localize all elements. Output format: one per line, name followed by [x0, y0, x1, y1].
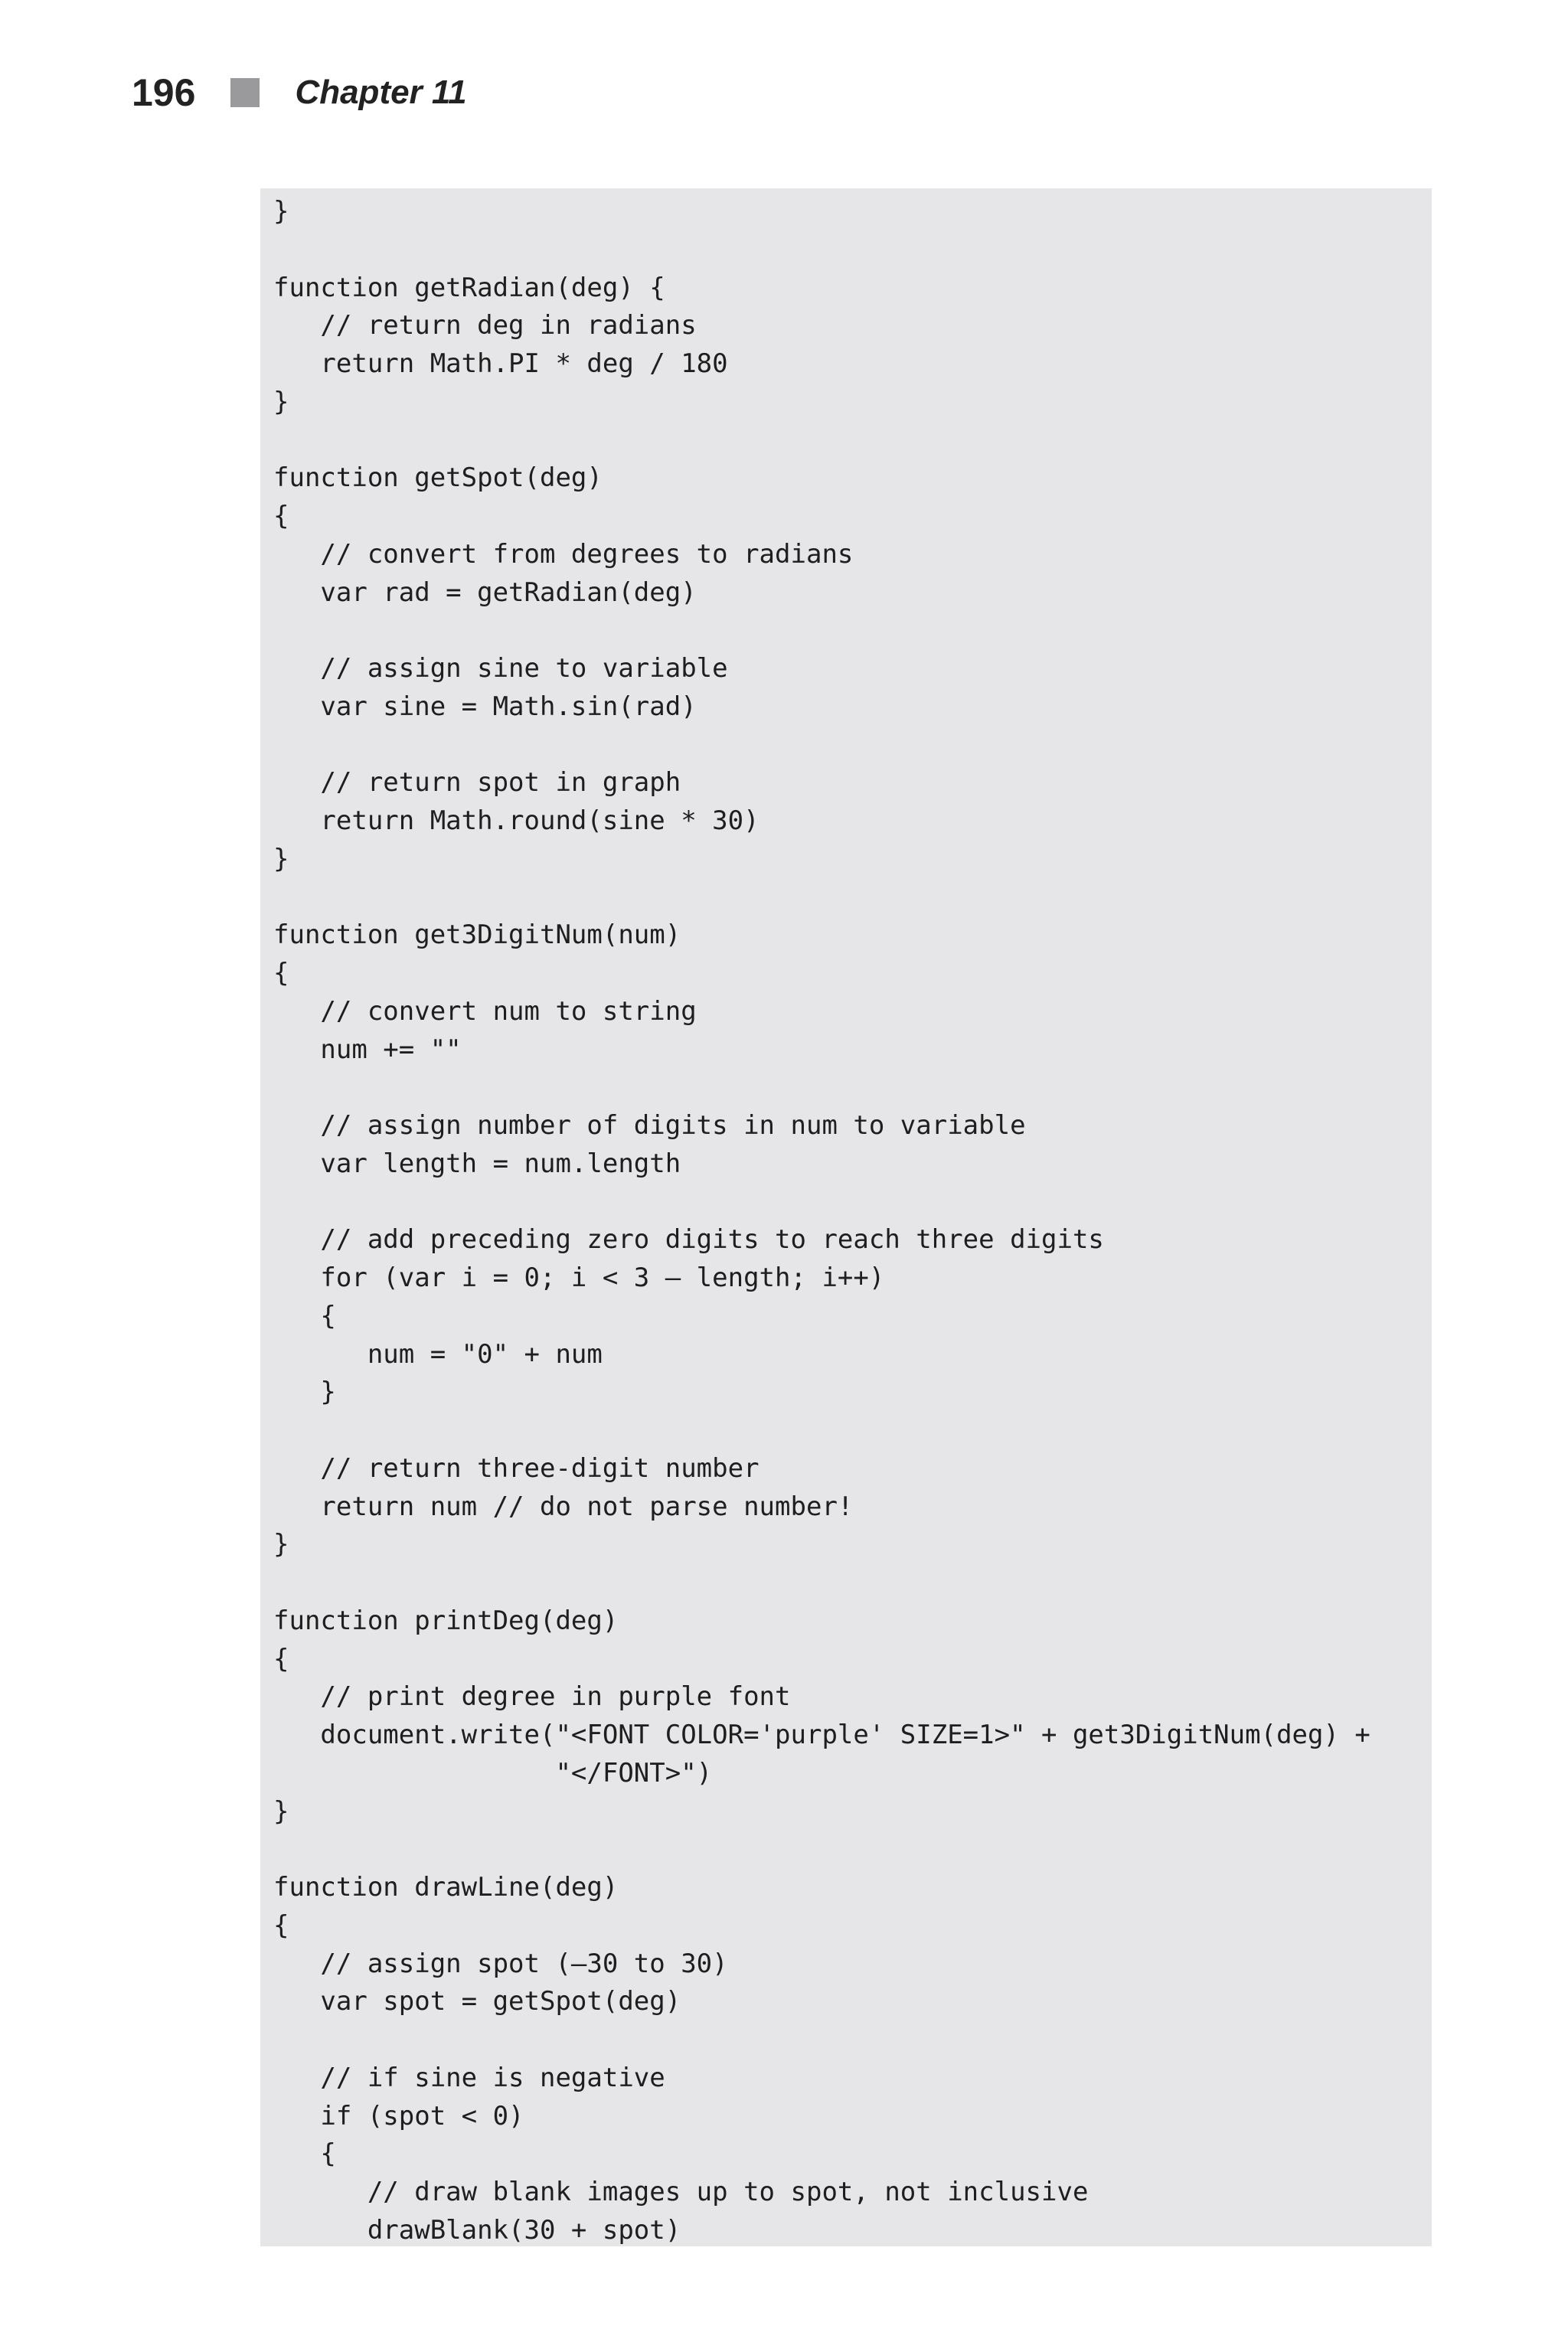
code-line: var spot = getSpot(deg): [273, 1986, 681, 2017]
code-line: [273, 1184, 1432, 1222]
code-line: // add preceding zero digits to reach three digits: [273, 1224, 1104, 1256]
code-line: [273, 2021, 1432, 2060]
code-line: }: [273, 1377, 336, 1408]
code-line: [273, 422, 1432, 460]
code-line: // return spot in graph: [273, 767, 681, 799]
code-line: // return three-digit number: [273, 1452, 760, 1484]
code-line: // convert from degrees to radians: [273, 538, 854, 570]
code-line: if (spot < 0): [273, 2100, 524, 2132]
code-line: [273, 727, 1432, 765]
code-line: var sine = Math.sin(rad): [273, 691, 697, 722]
code-line: [273, 879, 1432, 917]
code-line: [273, 231, 1432, 270]
code-line: "</FONT>"): [273, 1757, 713, 1788]
code-line: // draw blank images up to spot, not inclusive: [273, 2177, 1089, 2207]
code-line: {: [273, 1643, 289, 1674]
header-square-icon: [230, 78, 260, 107]
code-line: return Math.round(sine * 30): [273, 805, 760, 836]
code-line: return num // do not parse number!: [273, 1491, 854, 1522]
code-line: num = "0" + num: [273, 1338, 603, 1370]
code-line: // if sine is negative: [273, 2062, 665, 2093]
code-line: function get3DigitNum(num): [273, 920, 681, 951]
code-line: for (var i = 0; i < 3 – length; i++): [273, 1263, 885, 1293]
code-line: // return deg in radians: [273, 310, 697, 341]
code-line: {: [273, 1300, 336, 1331]
chapter-title: Chapter 11: [295, 74, 467, 111]
code-line: // assign number of digits in num to variable: [273, 1110, 1026, 1141]
code-line: drawBlank(30 + spot): [273, 2214, 681, 2246]
code-line: {: [273, 958, 289, 988]
code-line: }: [273, 386, 289, 417]
code-line: var length = num.length: [273, 1148, 681, 1179]
code-line: {: [273, 2138, 336, 2170]
code-line: // convert num to string: [273, 995, 697, 1027]
code-line: // assign sine to variable: [273, 653, 728, 684]
code-line: }: [273, 196, 289, 227]
page-number: 196: [132, 71, 196, 114]
code-line: [273, 1564, 1432, 1602]
code-line: {: [273, 1909, 289, 1941]
code-line: [273, 1412, 1432, 1450]
code-line: // assign spot (–30 to 30): [273, 1948, 728, 1979]
code-line: function getRadian(deg) {: [273, 272, 665, 303]
code-line: [273, 612, 1432, 650]
code-line: num += "": [273, 1034, 462, 1065]
code-line: }: [273, 843, 289, 874]
code-line: [273, 1069, 1432, 1107]
code-line: function getSpot(deg): [273, 462, 603, 494]
code-line: function printDeg(deg): [273, 1605, 619, 1636]
page-header: [132, 66, 467, 119]
code-line: {: [273, 501, 289, 531]
code-line: return Math.PI * deg / 180: [273, 348, 728, 379]
code-listing: [260, 188, 1432, 2246]
code-line: }: [273, 1529, 289, 1560]
code-line: function drawLine(deg): [273, 1872, 619, 1903]
code-line: // print degree in purple font: [273, 1681, 791, 1713]
code-line: var rad = getRadian(deg): [273, 577, 697, 608]
code-line: }: [273, 1795, 289, 1827]
code-line: [273, 1831, 1432, 1869]
code-line: document.write("<FONT COLOR='purple' SIZE=1>" + get3DigitNum(deg) +: [273, 1720, 1370, 1750]
